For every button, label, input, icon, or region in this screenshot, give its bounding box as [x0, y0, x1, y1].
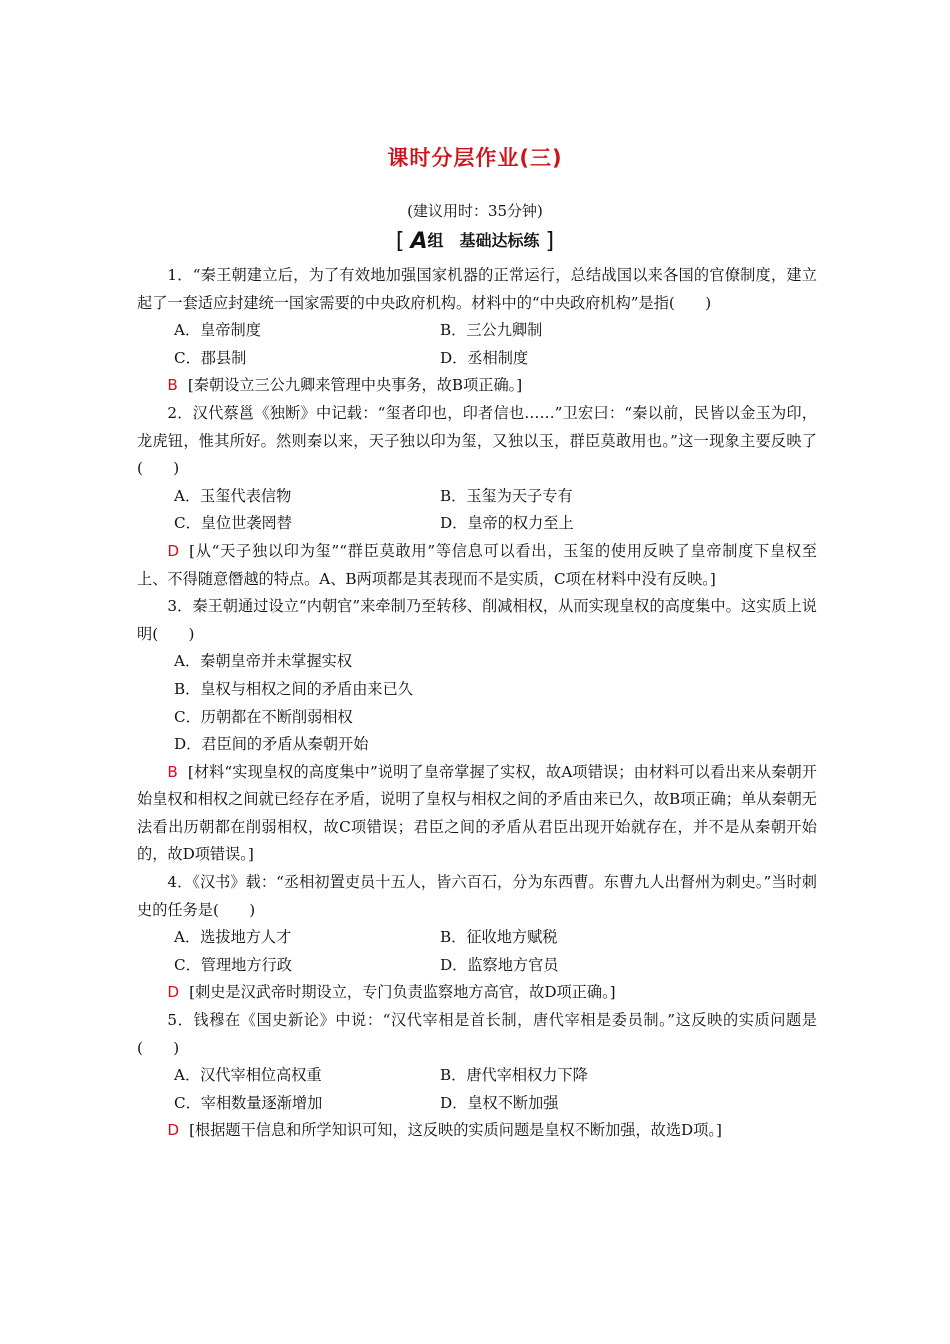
- option-b: B．唐代宰相权力下降: [440, 1066, 588, 1085]
- answer-letter: B: [167, 376, 178, 395]
- question-1: [137, 262, 817, 400]
- option-list: [137, 924, 817, 979]
- suggested-time: (建议用时：35分钟): [407, 202, 543, 220]
- answer-explanation: [137, 538, 817, 593]
- answer-text: [根据题干信息和所学知识可知，这反映的实质问题是皇权不断加强，故选D项。]: [189, 1121, 722, 1140]
- option-a: A．玉玺代表信物: [174, 486, 292, 505]
- option-a: A．秦朝皇帝并未掌握实权: [174, 652, 353, 671]
- answer-explanation: [137, 979, 817, 1007]
- option-a: A．皇帝制度: [174, 321, 261, 340]
- answer-text: [材料“实现皇权的高度集中”说明了皇帝掌握了实权，故A项错误；由材料可以看出来从秦朝开始皇权和相权之间就已经存在矛盾，说明了皇权与相权之间的矛盾由来已久，故B项正确；单从秦朝无法看出历朝都在削弱相权，故C项错误；君臣之间的矛盾从君臣出现开始就存在，并不是从秦朝开始的，故D项错误。]: [137, 762, 817, 864]
- answer-explanation: [137, 759, 817, 869]
- option-c: C．宰相数量逐渐增加: [174, 1093, 323, 1112]
- question-3: [137, 593, 817, 869]
- question-5: [137, 1007, 817, 1145]
- option-d: D．皇帝的权力至上: [440, 514, 574, 533]
- option-c: C．历朝都在不断削弱相权: [174, 707, 353, 726]
- question-stem: 5．钱穆在《国史新论》中说：“汉代宰相是首长制，唐代宰相是委员制。”这反映的实质问题是( ): [137, 1011, 817, 1057]
- option-list: [137, 317, 817, 372]
- answer-letter: D: [167, 983, 180, 1002]
- answer-text: [秦朝设立三公九卿来管理中央事务，故B项正确。]: [187, 376, 523, 395]
- question-stem: 2．汉代蔡邕《独断》中记载：“玺者印也，印者信也……”卫宏曰：“秦以前，民皆以金玉为印，龙虎钮，惟其所好。然则秦以来，天子独以印为玺，又独以玉，群臣莫敢用也。”这一现象主要反映了( ): [137, 403, 817, 478]
- question-list: [137, 262, 817, 1145]
- option-list: [137, 1062, 817, 1117]
- option-c: C．郡县制: [174, 348, 247, 367]
- option-d: D．丞相制度: [440, 348, 529, 367]
- option-d: D．监察地方官员: [440, 955, 559, 974]
- group-label: 组 基础达标练: [427, 231, 540, 250]
- answer-letter: D: [167, 541, 180, 560]
- option-a: A．汉代宰相位高权重: [174, 1066, 322, 1085]
- page-title: 课时分层作业(三): [387, 146, 563, 170]
- option-b: B．皇权与相权之间的矛盾由来已久: [174, 679, 413, 698]
- option-list: [137, 648, 817, 758]
- group-header: [0, 228, 950, 254]
- question-stem: 1．“秦王朝建立后，为了有效地加强国家机器的正常运行，总结战国以来各国的官僚制度，建立起了一套适应封建统一国家需要的中央政府机构。材料中的“中央政府机构”是指( ): [137, 266, 817, 312]
- option-a: A．选拔地方人才: [174, 928, 292, 947]
- question-stem: 4．《汉书》载：“丞相初置吏员十五人，皆六百石，分为东西曹。东曹九人出督州为刺史。”当时刺史的任务是( ): [137, 873, 817, 919]
- option-c: C．皇位世袭罔替: [174, 514, 292, 533]
- answer-text: [刺史是汉武帝时期设立，专门负责监察地方高官，故D项正确。]: [189, 983, 616, 1002]
- right-bracket: ]: [545, 229, 555, 254]
- answer-text: [从“天子独以印为玺”“群臣莫敢用”等信息可以看出，玉玺的使用反映了皇帝制度下皇权至上、不得随意僭越的特点。A、B两项都是其表现而不是实质，C项在材料中没有反映。]: [137, 541, 817, 588]
- option-d: D．君臣间的矛盾从秦朝开始: [174, 735, 369, 754]
- option-c: C．管理地方行政: [174, 955, 292, 974]
- option-list: [137, 483, 817, 538]
- answer-letter: D: [167, 1121, 180, 1140]
- option-b: B．玉玺为天子专有: [440, 486, 573, 505]
- answer-explanation: [137, 1117, 817, 1145]
- group-letter: A: [410, 229, 428, 254]
- left-bracket: [: [395, 229, 405, 254]
- option-d: D．皇权不断加强: [440, 1093, 559, 1112]
- question-stem: 3．秦王朝通过设立“内朝官”来牵制乃至转移、削减相权，从而实现皇权的高度集中。这实质上说明( ): [137, 597, 817, 643]
- question-4: [137, 869, 817, 1007]
- option-b: B．三公九卿制: [440, 321, 543, 340]
- answer-explanation: [137, 372, 817, 400]
- answer-letter: B: [167, 762, 178, 781]
- question-2: [137, 400, 817, 593]
- option-b: B．征收地方赋税: [440, 928, 558, 947]
